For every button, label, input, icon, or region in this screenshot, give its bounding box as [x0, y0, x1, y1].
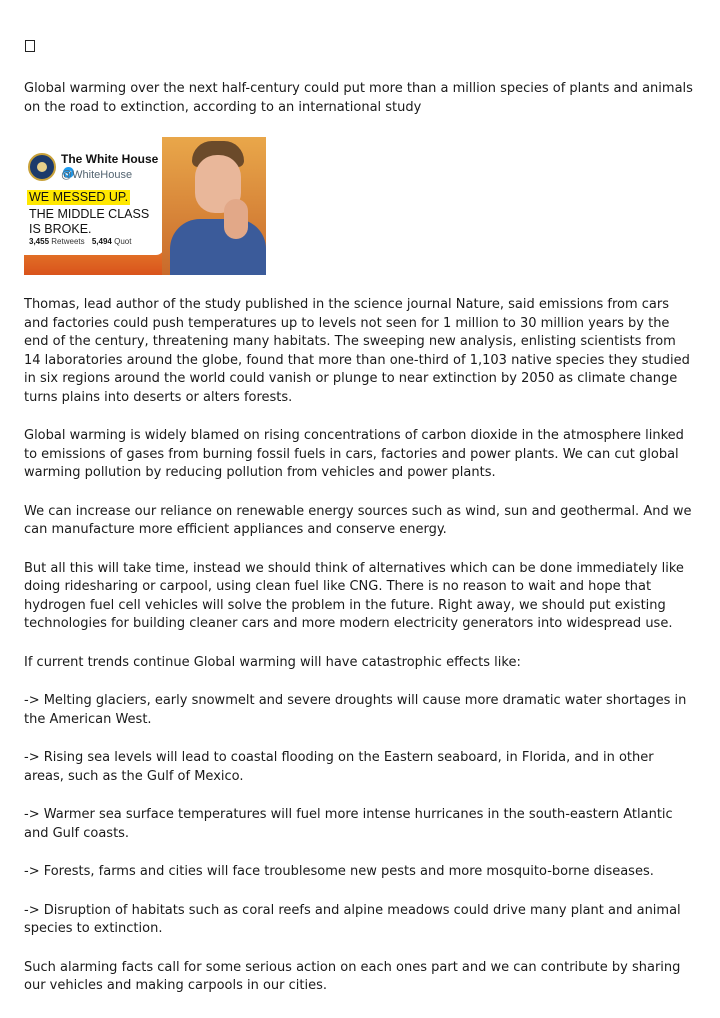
tweet-account-name: The White House — [61, 152, 159, 166]
tweet-card — [24, 137, 164, 255]
list-item: -> Forests, farms and cities will face troublesome new pests and more mosquito-borne diseases. — [24, 864, 654, 879]
list-item: -> Warmer sea surface temperatures will fuel more intense hurricanes in the south-eastern Atlantic and Gulf coasts. — [24, 807, 673, 841]
paragraph: Thomas, lead author of the study published in the science journal Nature, said emissions from cars and factories could push temperatures up to levels not seen for 1 million to 30 million years by the end of the century, threatening many habitats. The sweeping new analysis, enlisting scientists from 14 laboratories around the globe, found that more than one-third of 1,103 native species they studied in six regions around the world could vanish or plunge to near extinction by 2050 as climate change turns plains into deserts or alters forests. — [24, 297, 690, 405]
paragraph: But all this will take time, instead we should think of alternatives which can be done immediately like doing ridesharing or carpool, using clean fuel like CNG. There is no reason to wait and hope that hydrogen fuel cell vehicles will solve the problem in the future. Right away, we should put existing technologies for building cleaner cars and more modern electricity generators into widespread use. — [24, 560, 684, 631]
intro-paragraph: Global warming over the next half-century could put more than a million species of plants and animals on the road to extinction, according to an international study — [24, 81, 693, 115]
missing-glyph-icon — [25, 40, 35, 52]
presidential-seal-icon — [28, 153, 56, 181]
tweet-body-text: THE MIDDLE CLASS IS BROKE. — [29, 207, 150, 236]
tweet-highlight-text: WE MESSED UP. — [29, 190, 129, 204]
tweet-stats — [29, 237, 136, 247]
paragraph: If current trends continue Global warming will have catastrophic effects like: — [24, 654, 521, 670]
document-body — [24, 40, 696, 1016]
paragraph: We can increase our reliance on renewable energy sources such as wind, sun and geothermal. And we can manufacture more efficient appliances and conserve energy. — [24, 503, 692, 537]
list-item-text-end: Gulf of Mexico. — [146, 768, 244, 784]
list-item-text: -> Rising sea levels will lead to coastal flooding on the Eastern seaboard, in Florida, and in other areas, such as the — [24, 750, 654, 784]
retweets-label: Retweets — [51, 237, 85, 246]
paragraph: Global warming is widely blamed on rising concentrations of carbon dioxide in the atmosphere linked to emissions of gases from burning fossil fuels in cars, factories and power plants. We can cut global warming pollution by reducing pollution from vehicles and power plants. — [24, 428, 684, 480]
retweets-count: 3,455 — [29, 237, 50, 246]
quotes-count: 5,494 — [91, 237, 112, 246]
list-item: -> Disruption of habitats such as coral reefs and alpine meadows could drive many plant and animal species to extinction. — [24, 902, 681, 936]
list-item: -> Melting glaciers, early snowmelt and severe droughts will cause more dramatic water shortages in the American West. — [24, 693, 687, 727]
article-thumbnail — [24, 137, 266, 275]
tweet-handle: @WhiteHouse — [61, 169, 133, 181]
list-item-with-link — [24, 749, 696, 786]
quotes-label: Quot — [114, 237, 132, 246]
closing-paragraph: Such alarming facts call for some serious action on each ones part and we can contribute by sharing our vehicles and making carpools in our cities. — [24, 959, 681, 993]
person-photo — [162, 137, 266, 275]
